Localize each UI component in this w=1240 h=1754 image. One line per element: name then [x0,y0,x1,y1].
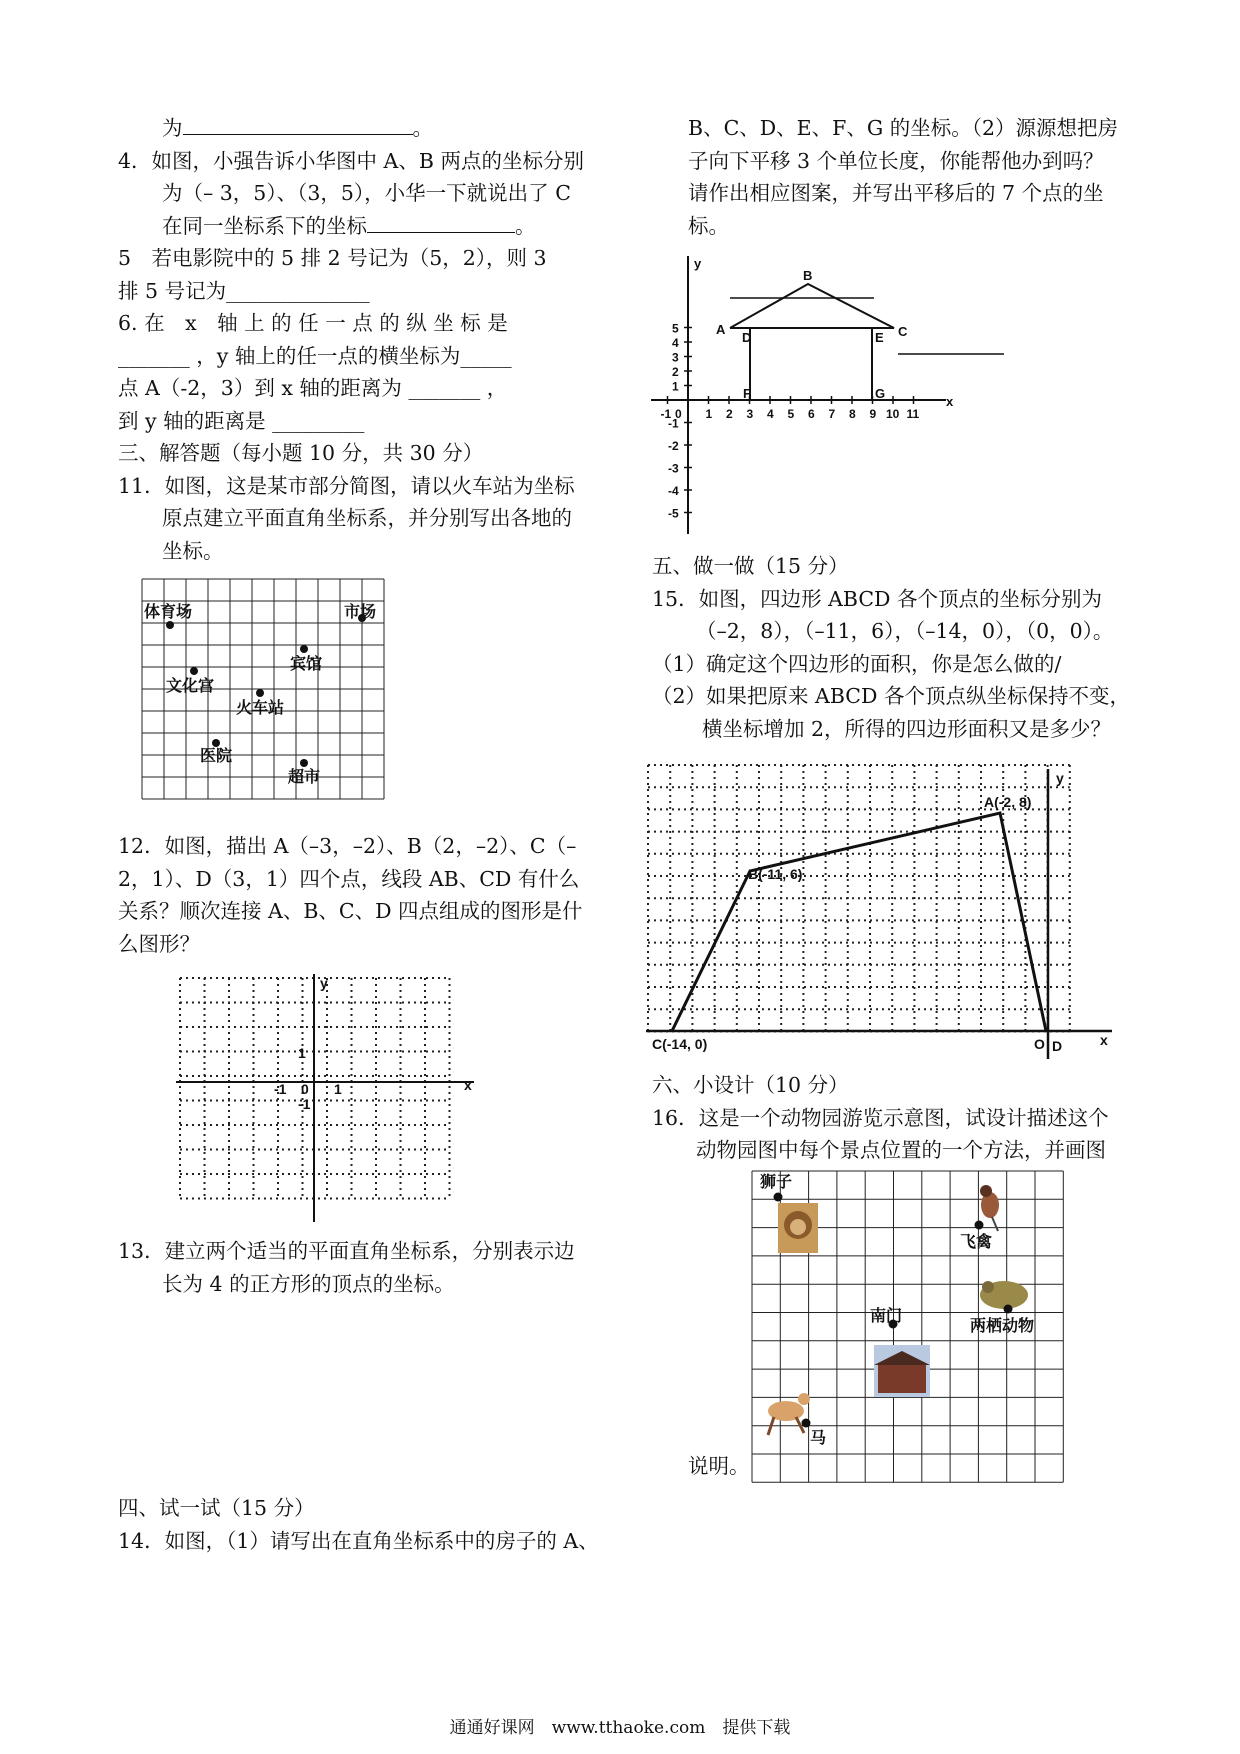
label-hospital: 医院 [200,748,233,765]
point-B: B [803,268,813,283]
q16-line1: 16．这是一个动物园游览示意图，试设计描述这个 [652,1105,1109,1130]
question-15 [652,583,1138,648]
point-hotel [300,645,308,653]
point-birds [975,1220,984,1229]
q13-line1: 13．建立两个适当的平面直角坐标系，分别表示边 [118,1239,575,1263]
q16-figure-area [652,1167,1138,1487]
label-market: 市场 [344,604,377,621]
x-axis-label: x [1100,1032,1108,1048]
y-axis-label: y [694,256,702,271]
section-3-heading: 三、解答题（每小题 10 分，共 30 分） [118,441,484,465]
tick-one: 1 [334,1081,342,1097]
y-tick-label: -5 [668,506,679,521]
x-tick-label: -1 [660,407,672,421]
label-hotel: 宾馆 [290,656,323,673]
x-tick-label: 9 [869,407,877,421]
q15-sub2-line1: （2）如果把原来 ABCD 各个顶点纵坐标保持不变， [652,684,1130,708]
quadrilateral-ABCD [672,813,1046,1031]
q6-line3: 点 A（-2，3）到 x 轴的距离为 _______ ， [118,376,508,400]
x-tick-label: 2 [726,407,733,421]
q3-prefix: 为 [162,116,183,140]
point-F: F [743,386,751,401]
point-amphibians [1004,1304,1013,1313]
q5-line1: 5 若电影院中的 5 排 2 号记为（5，2），则 3 [118,246,547,270]
point-hospital [212,739,220,747]
tick-y-one: 1 [298,1045,306,1061]
q11-line1: 11．如图，这是某市部分简图，请以火车站为坐标 [118,473,575,498]
label-horse: 马 [810,1429,827,1447]
x-tick-label: 5 [787,407,795,421]
q14-line5: 标。 [688,213,729,238]
question-13 [118,1235,608,1300]
point-C: C [898,324,908,339]
section-5-heading: 五、做一做（15 分） [652,554,849,578]
q15-sub2-line2: 横坐标增加 2，所得的四边形面积又是多少？ [702,716,1112,741]
x-axis-label: x [946,394,954,409]
house-coordinate-figure [646,252,1086,540]
city-map-grid [140,577,420,822]
q13-line2: 长为 4 的正方形的顶点的坐标。 [162,1271,455,1296]
label-train-station: 火车站 [236,700,285,717]
x-tick-label: 1 [705,407,713,421]
x-tick-label: 7 [828,407,836,421]
label-B: B(-11, 6) [748,866,803,882]
label-supermarket: 超市 [288,769,321,786]
y-tick-label: 2 [672,365,679,379]
y-axis-label: y [320,975,328,991]
label-D: D [1052,1038,1063,1054]
point-lion [774,1192,783,1201]
x-tick-label: 3 [746,407,754,421]
x-tick-label: 0 [675,407,682,421]
tick-labels [661,322,920,521]
question-11 [118,470,608,568]
q16-line3: 说明。 [688,1454,750,1478]
q6-line4: 到 y 轴的距离是 _________ [118,408,365,433]
y-tick-label: 5 [672,321,679,336]
x-tick-label: 8 [849,407,856,421]
q15-sub2 [652,680,1138,745]
tick-y-neg-one: -1 [298,1096,311,1112]
point-train-station [256,689,264,697]
point-A: A [716,322,726,337]
q6-line1: 6. 在 x 轴 上 的 任 一 点 的 纵 坐 标 是 [118,311,508,335]
q14-line2: B、C、D、E、F、G 的坐标。（2）源源想把房 [688,116,1119,140]
y-tick-label: -2 [668,439,679,453]
question-14-cont [652,112,1138,242]
q4-end: 。 [515,213,536,238]
y-tick-label: 3 [672,350,679,365]
zoo-map-grid [748,1167,1064,1483]
label-O: O [1034,1036,1045,1052]
q12-line2: 2，1）、D（3，1）四个点，线段 AB、CD 有什么 [118,866,580,891]
q3-end: 。 [412,116,433,140]
page-footer: 通通好课网 www.tthaoke.com 提供下载 [449,1718,791,1738]
q13-answer-space [118,1300,608,1492]
question-4 [118,145,608,243]
label-culture-palace: 文化宫 [166,678,215,695]
q5-line2: 排 5 号记为 [118,278,227,303]
frog-picture [980,1281,1028,1309]
y-tick-label: 4 [672,336,679,350]
q14-line3: 子向下平移 3 个单位长度，你能帮他办到吗？ [688,148,1104,173]
y-tick-label: -1 [668,416,679,431]
q4-line2: 为（– 3，5）、（3，5），小华一下就说出了 C [162,181,571,205]
x-axis-label: x [464,1077,472,1093]
point-culture-palace [190,667,198,675]
q3-tail [118,112,608,145]
q12-line1: 12．如图，描出 A（–3，–2）、B（2，–2）、C（– [118,834,577,858]
q11-line3: 坐标。 [162,538,224,563]
q4-line1: 4．如图，小强告诉小华图中 A、B 两点的坐标分别 [118,148,584,173]
south-gate-picture [874,1345,930,1397]
horse-picture [768,1393,810,1435]
label-stadium: 体育场 [144,604,193,621]
q15-line1: 15．如图，四边形 ABCD 各个顶点的坐标分别为 [652,586,1102,611]
section-4-heading: 四、试一试（15 分） [118,1496,315,1520]
point-D: D [742,330,752,345]
point-horse [802,1418,811,1427]
dotted-coordinate-grid [174,972,484,1227]
q14-line4: 请作出相应图案，并写出平移后的 7 个点的坐 [688,181,1104,205]
q3-answer-blank[interactable] [183,112,413,135]
q15-sub1: （1）确定这个四边形的面积，你是怎么做的/ [652,651,1062,676]
q14-line1: 14．如图，（1）请写出在直角坐标系中的房子的 A、 [118,1528,599,1553]
y-tick-label: 1 [672,379,679,394]
point-G: G [875,386,886,401]
q6-line2: _______ ，y 轴上的任一点的横坐标为_____ [118,343,512,368]
roof-outline [730,284,894,328]
section-6-heading: 六、小设计（10 分） [652,1073,849,1097]
q12-line3: 关系？顺次连接 A、B、C、D 四点组成的图形是什 [118,899,583,923]
point-stadium [166,621,174,629]
lion-picture [778,1203,818,1253]
label-birds: 飞禽 [960,1233,993,1251]
x-tick-label: 10 [886,407,900,421]
question-5 [118,242,608,307]
left-column [118,112,608,1557]
question-12 [118,830,608,960]
q5-answer-blank[interactable]: ______________ [226,278,370,303]
q16-line2: 动物园图中每个景点位置的一个方法，并画图 [696,1138,1106,1162]
y-tick-label: -4 [668,484,679,498]
label-south-gate: 南门 [870,1307,903,1325]
x-tick-label: 6 [808,407,815,421]
q11-line2: 原点建立平面直角坐标系，并分别写出各地的 [162,506,572,530]
x-tick-label: 11 [906,407,920,421]
quadrilateral-figure [644,759,1120,1059]
tick-neg-one: -1 [274,1081,287,1097]
q4-answer-blank[interactable] [367,210,515,233]
q4-line3: 在同一坐标系下的坐标 [162,213,367,238]
label-C: C(-14, 0) [652,1036,708,1052]
q12-line4: 么图形？ [118,931,200,956]
question-6 [118,307,608,437]
label-lion: 狮子 [760,1173,793,1191]
label-amphibians: 两栖动物 [970,1317,1035,1335]
point-E: E [875,330,884,345]
x-tick-label: 4 [767,407,774,421]
y-axis-label: y [1056,770,1064,786]
question-16 [652,1102,1138,1167]
point-supermarket [300,759,308,767]
origin-label: 0 [301,1081,309,1097]
right-column [652,112,1138,1487]
label-A: A(-2, 8) [984,794,1032,810]
y-tick-label: -3 [668,461,679,476]
q15-line2: （–2，8），（–11，6），（–14，0），（0，0）。 [696,619,1114,643]
